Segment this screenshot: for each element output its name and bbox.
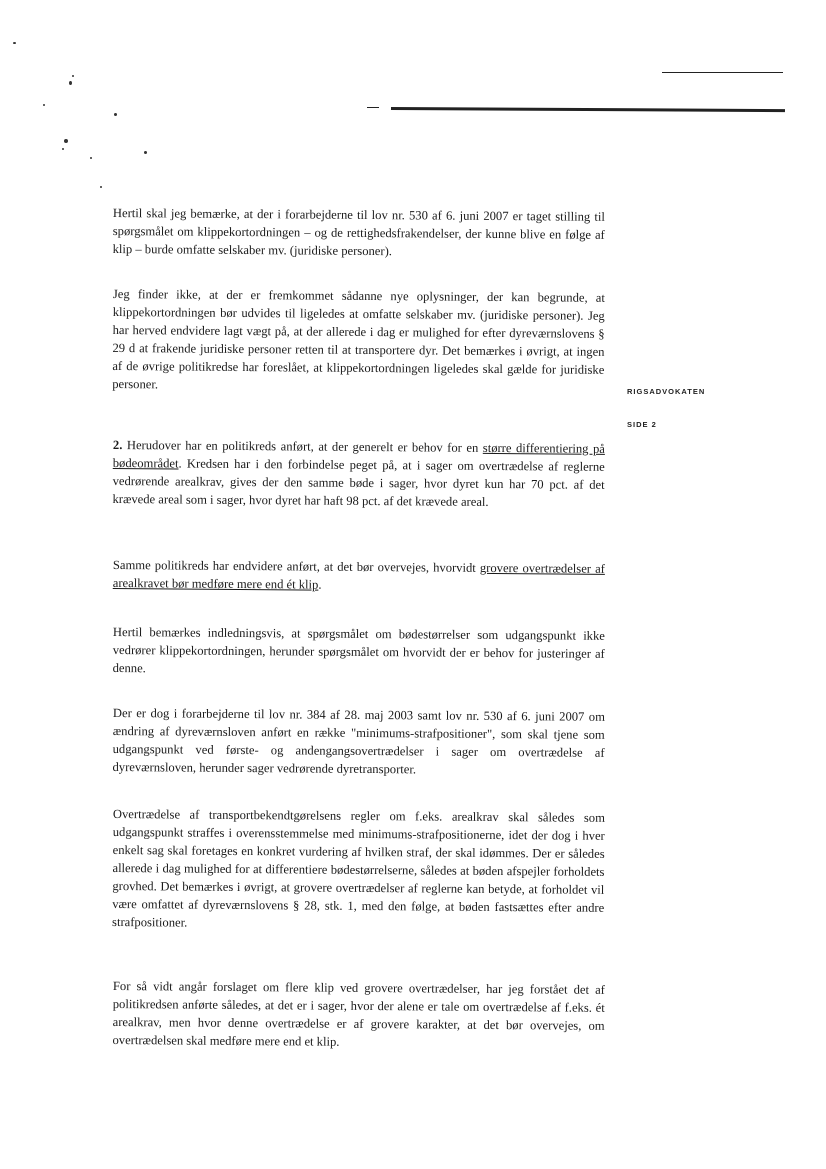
scan-speck — [69, 81, 72, 85]
scan-speck — [100, 186, 102, 188]
scan-speck — [13, 42, 16, 44]
paragraph — [112, 285, 605, 397]
paragraph-numbered — [112, 436, 605, 512]
scan-speck — [62, 148, 64, 150]
paragraph-text: Herudover har en politikreds anført, at der generelt er behov for en — [122, 438, 483, 455]
header-rule-short — [367, 107, 379, 108]
scan-speck — [90, 157, 92, 159]
paragraph — [113, 204, 605, 262]
paragraph — [112, 805, 605, 935]
paragraph-text: Hertil bemærkes indledningsvis, at spørgsmålet om bødestørrelser som udgangspunkt ikke vedrører klippekortordningen, herunder spørgsmålet om hvorvidt der er behov for justeringer af denne. — [112, 624, 605, 676]
paragraph-text: For så vidt angår forslaget om flere klip ved grovere overtrædelser, har jeg forstået det af politikredsen anførte således, at det er i sager, hvor der alene er tale om overtrædelse af f.eks. ét arealkrav, men hvor denne overtrædelse er af grovere karakter, at det bør overvejes, om overtrædelsen skal medføre mere end et klip. — [112, 978, 605, 1049]
scan-speck — [72, 75, 74, 77]
paragraph — [113, 556, 605, 596]
scan-speck — [144, 151, 147, 154]
paragraph-text: . Kredsen har i den forbindelse peget på, at i sager om overtrædelse af reglerne vedrørende arealkrav, gives der den samme bøde i sager, hvor dyret kun har 70 pct. af det krævede areal som i sager, hvor dyret har haft 98 pct. af det krævede areal. — [112, 456, 605, 509]
sidebar-page-number: SIDE 2 — [627, 420, 657, 429]
header-rule-top — [662, 72, 783, 73]
paragraph-text: . — [318, 577, 322, 592]
paragraph — [112, 977, 605, 1053]
paragraph-text: Jeg finder ikke, at der er fremkommet sådanne nye oplysninger, der kan begrunde, at klippekortordningen bør udvides til ligeledes at omfatte selskaber mv. (juridiske personer). Jeg har herved endvidere lagt vægt på, at der allerede i dag er mulighed for efter dyreværnslovens § 29 d at frakende juridiske personer retten til at transportere dyr. Det bemærkes i øvrigt, at ingen af de øvrige politikredse har foreslået, at klippekortordningen ligeledes skal gælde for juridiske personer. — [112, 286, 605, 392]
paragraph-text: Hertil skal jeg bemærke, at der i forarbejderne til lov nr. 530 af 6. juni 2007 er taget stilling til spørgsmålet om klippekortordningen – og de rettighedsfrakendelser, der kunne blive en følge af klip – burde omfatte selskaber mv. (juridiske personer). — [112, 205, 605, 259]
paragraph-text: Overtrædelse af transportbekendtgørelsens regler om f.eks. arealkrav skal således som udgangspunkt straffes i overensstemmelse med minimums-strafpositionerne, idet der dog i hver enkelt sag skal foretages en konkret vurdering af hvilken straf, der skal idømmes. Der er således allerede i dag mulighed for at differentiere bødestørrelserne, således at bøden afspejler forholdets grovhed. Det bemærkes i øvrigt, at grovere overtrædelser af reglerne kan betyde, at forholdet vil være omfattet af dyreværnslovens § 28, stk. 1, med den følge, at bøden fastsættes efter andre strafpositioner. — [112, 806, 605, 930]
scan-speck — [114, 113, 117, 116]
paragraph-number: 2. — [112, 437, 123, 453]
scan-speck — [64, 139, 68, 143]
paragraph — [112, 704, 605, 780]
underlined-phrase: grovere overtrædelser af arealkravet bør medføre mere end ét klip — [112, 560, 605, 592]
sidebar-org: RIGSADVOKATEN — [627, 387, 706, 396]
header-rule-main — [391, 107, 785, 112]
paragraph-text: Samme politikreds har endvidere anført, at det bør overvejes, hvorvidt — [112, 557, 480, 575]
paragraph-text: Der er dog i forarbejderne til lov nr. 384 af 28. maj 2003 samt lov nr. 530 af 6. juni 2007 om ændring af dyreværnsloven anført en række "minimums-strafpositioner", som skal tjene som udgangspunkt ved første- og andengangsovertrædelser i sager om overtrædelse af dyreværnsloven, herunder sager vedrørende dyretransporter. — [112, 705, 605, 777]
paragraph — [113, 623, 605, 681]
underlined-phrase: større differentiering på bødeområdet — [112, 440, 605, 471]
scan-speck — [43, 104, 45, 106]
